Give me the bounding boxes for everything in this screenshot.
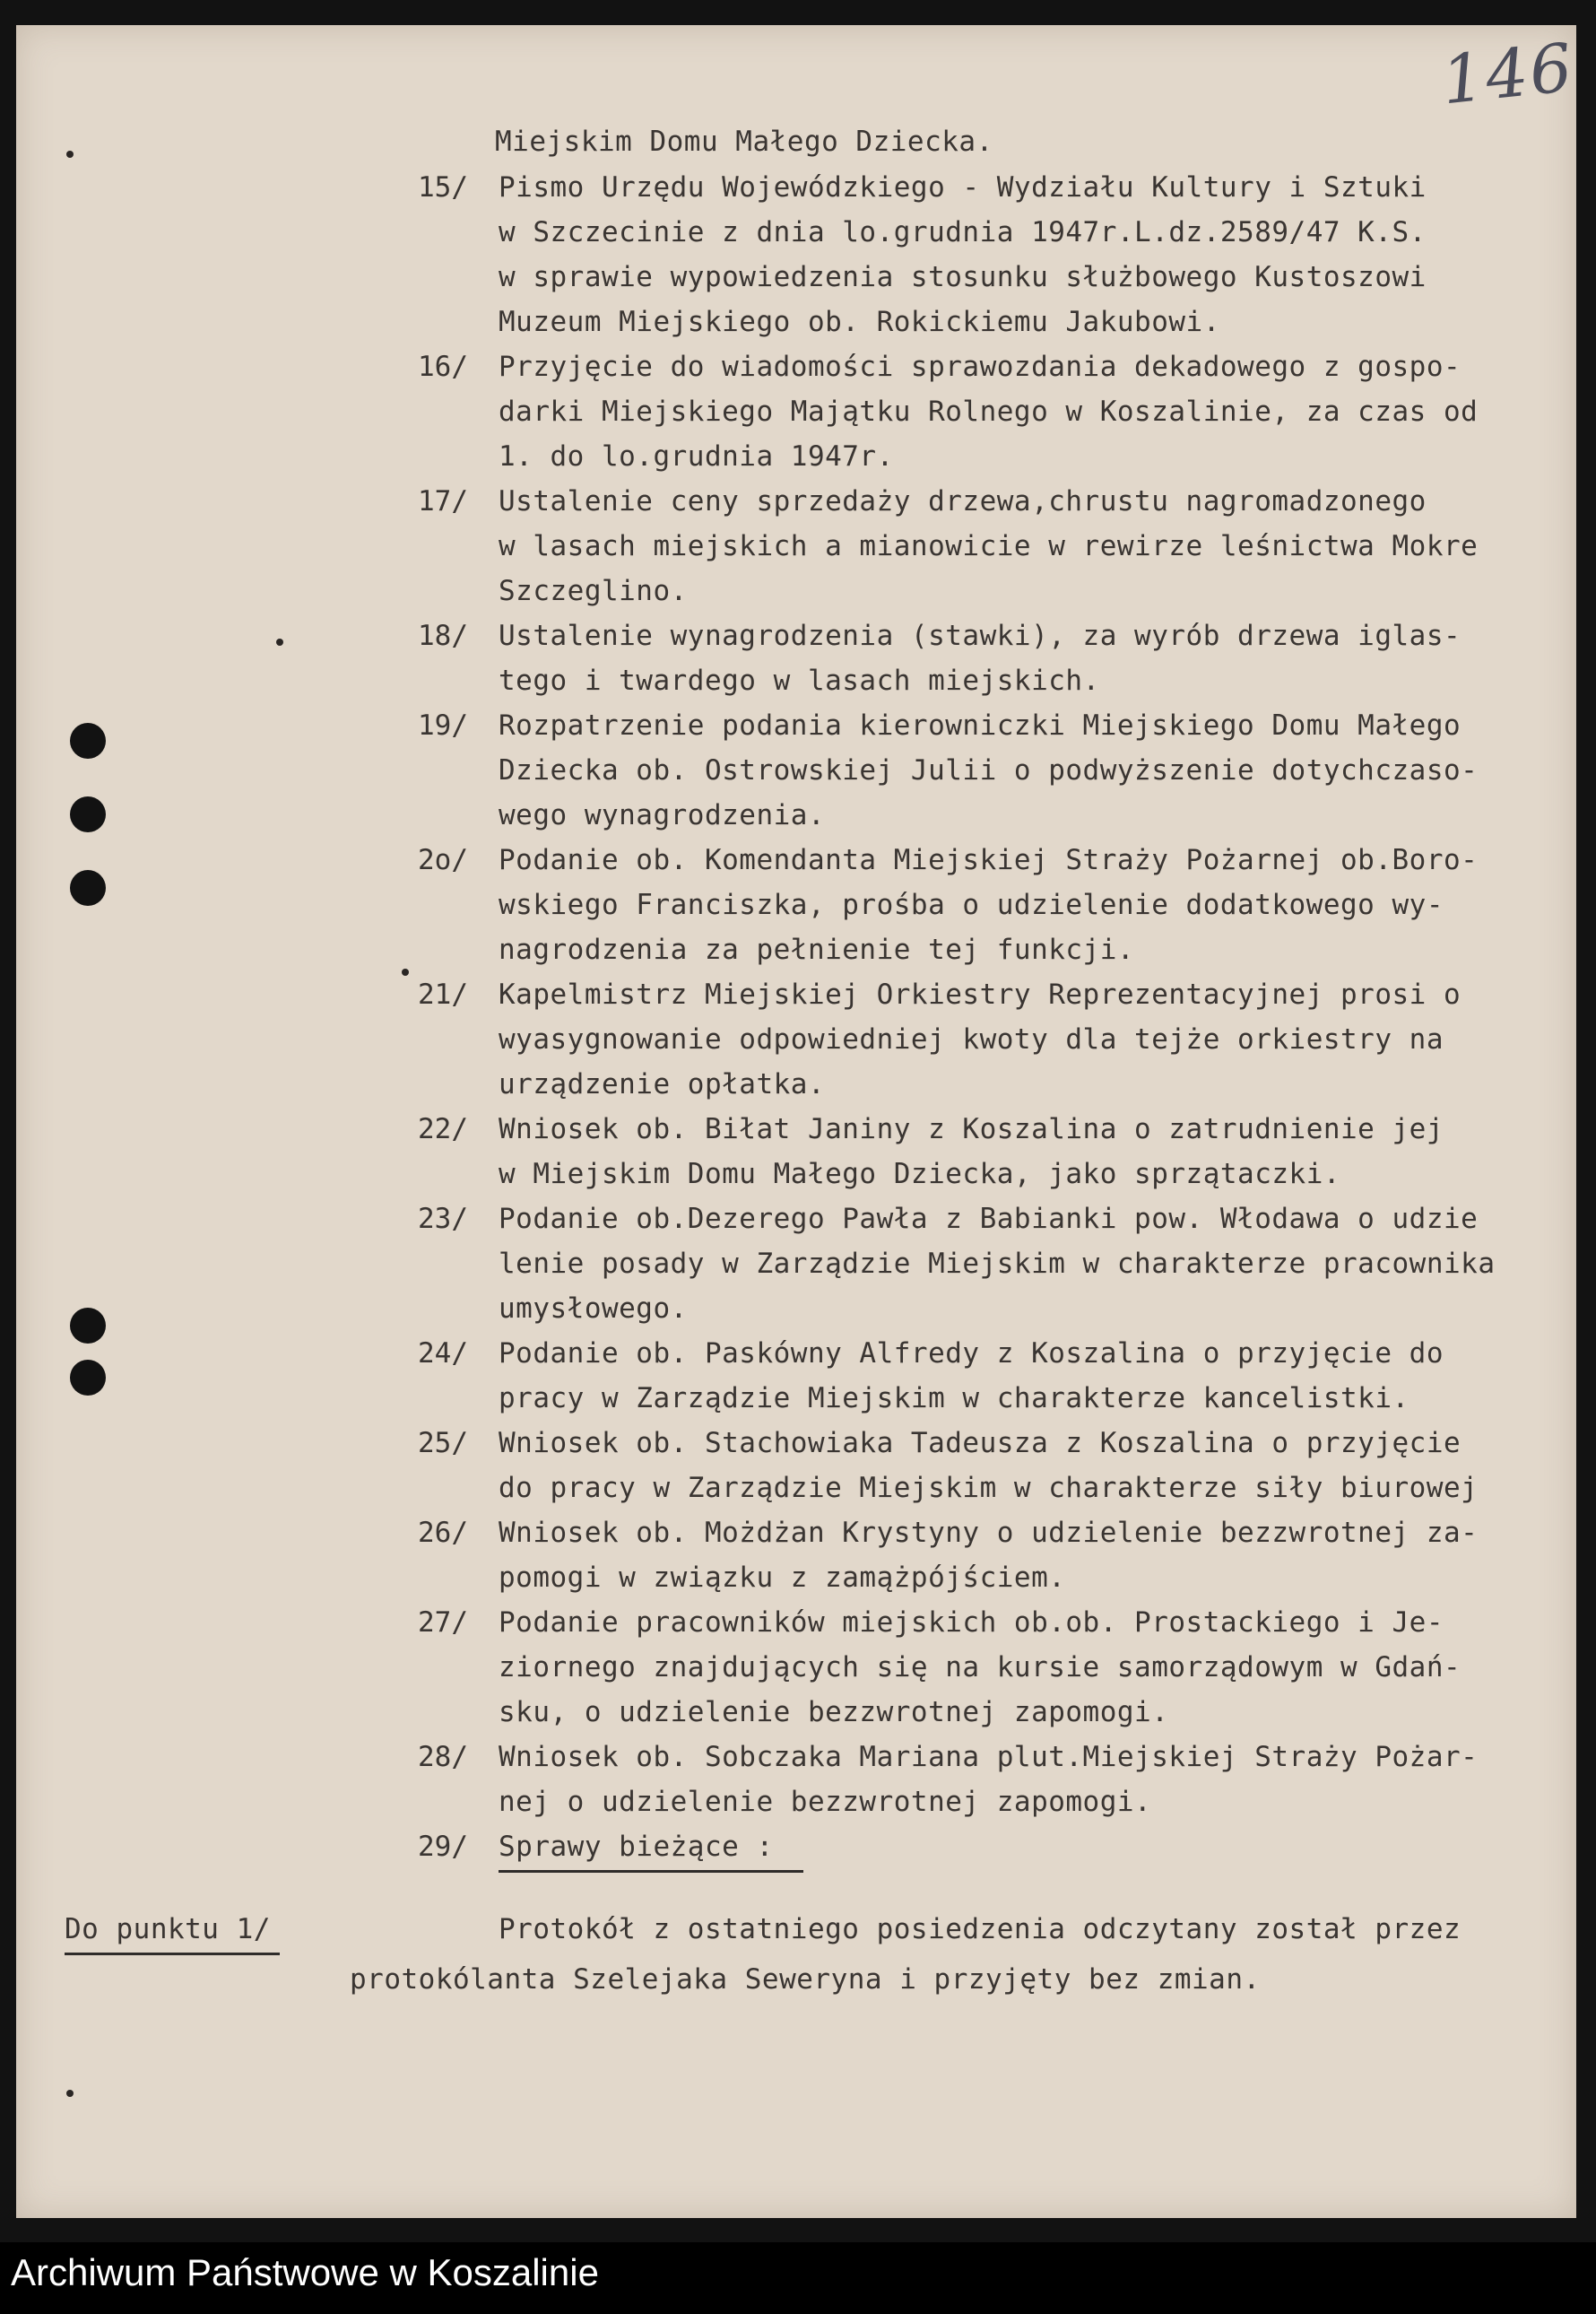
item-number: 22/ bbox=[418, 1113, 468, 1145]
item-text-line: 1. do lo.grudnia 1947r. bbox=[499, 440, 894, 473]
item-text-line: Wniosek ob. Możdżan Krystyny o udzielenie bezzwrotnej za- bbox=[499, 1517, 1479, 1549]
item-text-line: Szczeglino. bbox=[499, 575, 688, 607]
document-page bbox=[16, 25, 1576, 2218]
intro-line: Miejskim Domu Małego Dziecka. bbox=[495, 126, 993, 158]
item-number: 18/ bbox=[418, 620, 468, 652]
item-text-line: wego wynagrodzenia. bbox=[499, 799, 826, 831]
item-number: 25/ bbox=[418, 1427, 468, 1459]
item-text-line: darki Miejskiego Majątku Rolnego w Koszalinie, za czas od bbox=[499, 396, 1479, 428]
item-text-line: Kapelmistrz Miejskiej Orkiestry Reprezentacyjnej prosi o bbox=[499, 979, 1462, 1011]
item-text-line: do pracy w Zarządzie Miejskim w charakterze siły biurowej bbox=[499, 1472, 1479, 1504]
item-number: 26/ bbox=[418, 1517, 468, 1549]
item-text-line: urządzenie opłatka. bbox=[499, 1068, 826, 1100]
item-number: 15/ bbox=[418, 171, 468, 204]
item-text-line: w Miejskim Domu Małego Dziecka, jako sprzątaczki. bbox=[499, 1158, 1341, 1190]
item-text-line: Wniosek ob. Stachowiaka Tadeusza z Koszalina o przyjęcie bbox=[499, 1427, 1462, 1459]
item-text-line: Muzeum Miejskiego ob. Rokickiemu Jakubowi. bbox=[499, 306, 1220, 338]
item-text-line: Pismo Urzędu Wojewódzkiego - Wydziału Kultury i Sztuki bbox=[499, 171, 1427, 204]
item-number: 16/ bbox=[418, 351, 468, 383]
item-text-line: Przyjęcie do wiadomości sprawozdania dekadowego z gospo- bbox=[499, 351, 1462, 383]
section-text-line: protokólanta Szelejaka Seweryna i przyjęty bez zmian. bbox=[350, 1963, 1261, 1996]
document-body bbox=[16, 25, 1576, 2218]
handwritten-page-number: 146 bbox=[1437, 29, 1578, 120]
item-text-line: sku, o udzielenie bezzwrotnej zapomogi. bbox=[499, 1696, 1169, 1728]
item-text-line: umysłowego. bbox=[499, 1292, 688, 1325]
item-text-line: Dziecka ob. Ostrowskiej Julii o podwyższenie dotychczaso- bbox=[499, 754, 1479, 787]
item-text-line: ziornego znajdujących się na kursie samorządowym w Gdań- bbox=[499, 1651, 1462, 1683]
item-text-line: nej o udzielenie bezzwrotnej zapomogi. bbox=[499, 1786, 1152, 1818]
section-label: Do punktu 1/ bbox=[65, 1913, 271, 1945]
item-text-line: Ustalenie ceny sprzedaży drzewa,chrustu nagromadzonego bbox=[499, 485, 1427, 518]
section-text-line: Protokół z ostatniego posiedzenia odczytany został przez bbox=[499, 1913, 1462, 1945]
item-text-line: tego i twardego w lasach miejskich. bbox=[499, 665, 1100, 697]
item-text-line: wskiego Franciszka, prośba o udzielenie dodatkowego wy- bbox=[499, 889, 1444, 921]
item-number: 17/ bbox=[418, 485, 468, 518]
item-text-line: Wniosek ob. Sobczaka Mariana plut.Miejskiej Straży Pożar- bbox=[499, 1741, 1479, 1773]
item-number: 19/ bbox=[418, 709, 468, 742]
item-number: 2o/ bbox=[418, 844, 468, 876]
item-text-line: wyasygnowanie odpowiedniej kwoty dla tejże orkiestry na bbox=[499, 1023, 1444, 1056]
item-text-line: w Szczecinie z dnia lo.grudnia 1947r.L.dz.2589/47 K.S. bbox=[499, 216, 1427, 248]
item-text-line: Ustalenie wynagrodzenia (stawki), za wyrób drzewa iglas- bbox=[499, 620, 1462, 652]
item-text-line: w sprawie wypowiedzenia stosunku służbowego Kustoszowi bbox=[499, 261, 1427, 293]
item-text-line: Podanie ob. Paskówny Alfredy z Koszalina o przyjęcie do bbox=[499, 1337, 1444, 1370]
item-text-line: Podanie pracowników miejskich ob.ob. Prostackiego i Je- bbox=[499, 1606, 1444, 1639]
item-number: 28/ bbox=[418, 1741, 468, 1773]
section-label-underline bbox=[65, 1953, 280, 1955]
item-number: 21/ bbox=[418, 979, 468, 1011]
item-text-line: Wniosek ob. Biłat Janiny z Koszalina o zatrudnienie jej bbox=[499, 1113, 1444, 1145]
item-number: 23/ bbox=[418, 1203, 468, 1235]
item-number: 29/ bbox=[418, 1831, 468, 1863]
item-text-line: Podanie ob.Dezerego Pawła z Babianki pow. Włodawa o udzie bbox=[499, 1203, 1479, 1235]
item-text-line: pomogi w związku z zamążpójściem. bbox=[499, 1562, 1066, 1594]
item-text-line: w lasach miejskich a mianowicie w rewirze leśnictwa Mokre bbox=[499, 530, 1479, 562]
item-text-line: Sprawy bieżące : bbox=[499, 1831, 774, 1863]
item-text-line: nagrodzenia za pełnienie tej funkcji. bbox=[499, 934, 1135, 966]
item-number: 24/ bbox=[418, 1337, 468, 1370]
item-text-line: Rozpatrzenie podania kierowniczki Miejskiego Domu Małego bbox=[499, 709, 1462, 742]
archive-name: Archiwum Państwowe w Koszalinie bbox=[11, 2251, 599, 2293]
item-number: 27/ bbox=[418, 1606, 468, 1639]
item-text-line: lenie posady w Zarządzie Miejskim w charakterze pracownika bbox=[499, 1248, 1496, 1280]
item-text-line: pracy w Zarządzie Miejskim w charakterze kancelistki. bbox=[499, 1382, 1410, 1414]
heading-underline bbox=[499, 1870, 803, 1873]
item-text-line: Podanie ob. Komendanta Miejskiej Straży Pożarnej ob.Boro- bbox=[499, 844, 1479, 876]
